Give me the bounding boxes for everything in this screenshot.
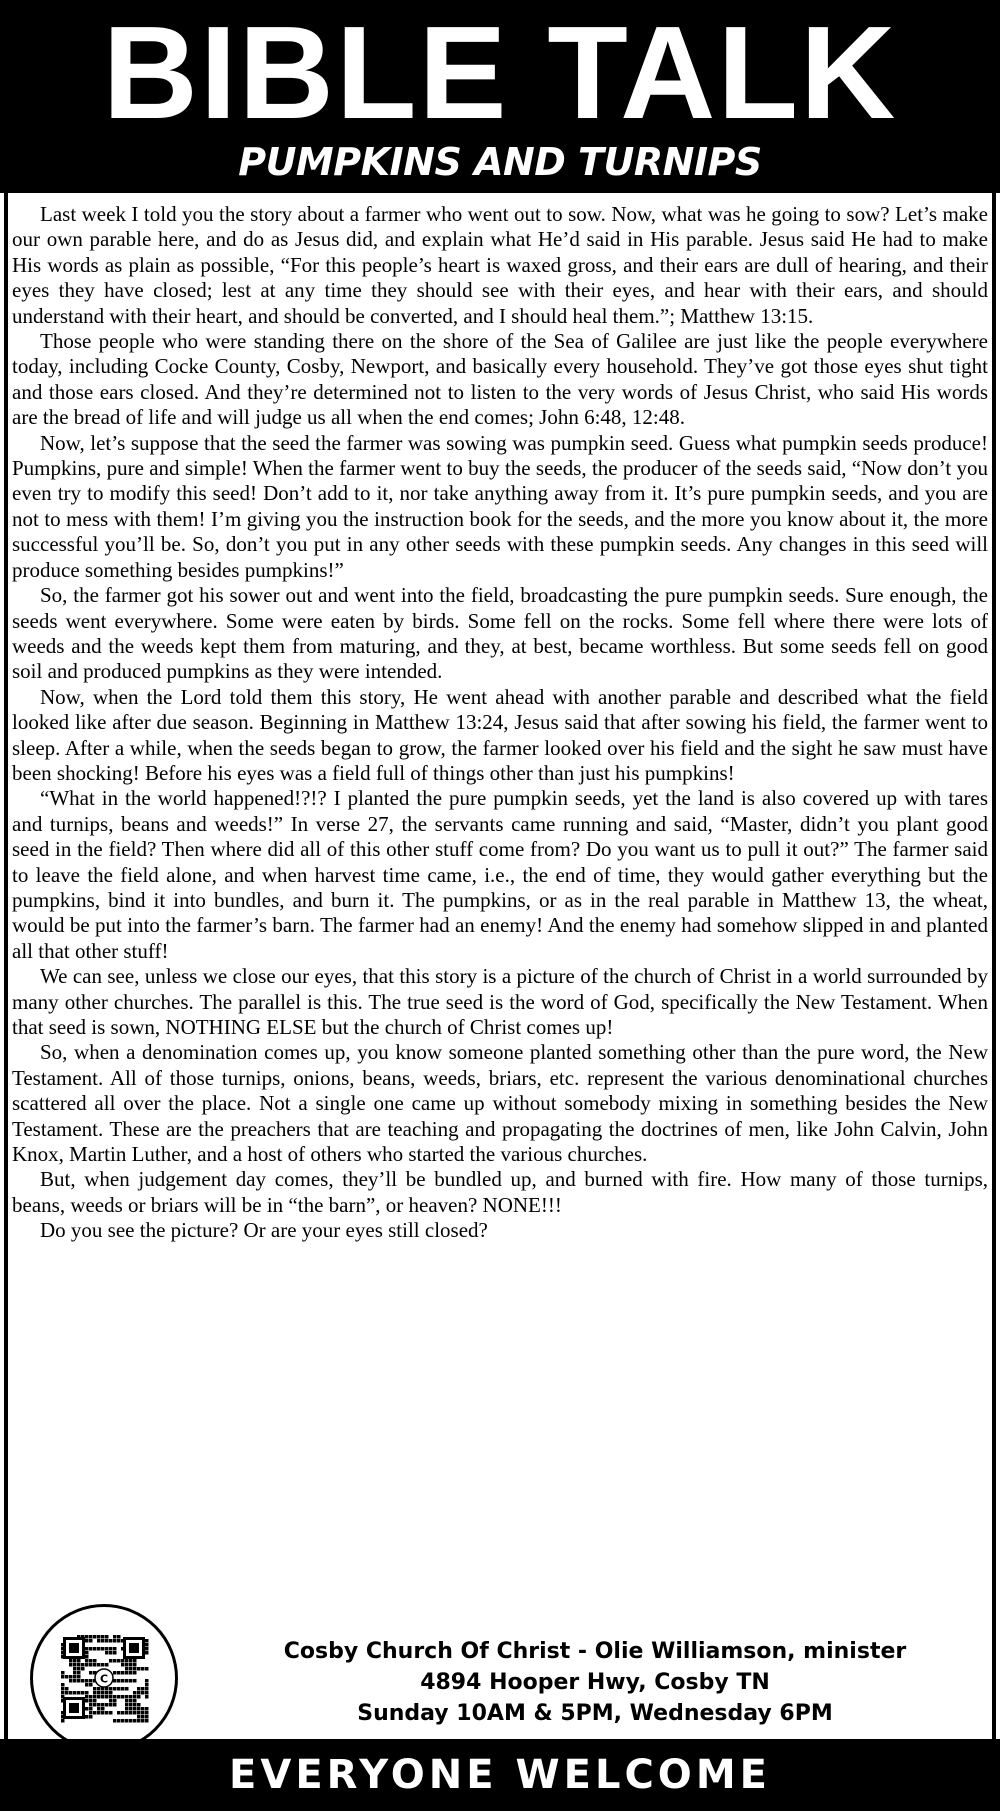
page-subtitle: PUMPKINS AND TURNIPS [238, 140, 762, 184]
qr-code[interactable] [30, 1604, 178, 1752]
contact-line-name: Cosby Church Of Christ - Olie Williamson, minister [283, 1639, 907, 1664]
article-paragraph: Do you see the picture? Or are your eyes still closed? [40, 1218, 488, 1243]
page-title: BIBLE TALK [102, 0, 898, 146]
footer-banner [0, 1739, 1000, 1811]
church-contact [240, 1636, 950, 1729]
qr-center-letter: C [99, 1672, 109, 1686]
contact-line-schedule: Sunday 10AM & 5PM, Wednesday 6PM [357, 1701, 833, 1726]
qr-code-icon [33, 1607, 175, 1749]
article-paragraph: Last week I told you the story about a farmer who went out to sow. Now, what was he going to sow? Let’s make our own parable here, and do as Jesus did, and explain what He’d said in His parable. Jesus said He had to make His words as plain as possible, “For this people’s heart is waxed gross, and their ears are dull of hearing, and their eyes they have closed; lest at any time they should see with their eyes, and hear with their ears, and should understand with their heart, and should be converted, and I should heal them.”; Matthew 13:15. [12, 202, 988, 328]
article-paragraph: So, when a denomination comes up, you know someone planted something other than the pure word, the New Testament. All of those turnips, onions, beans, weeds, briars, etc. represent the various denominational churches scattered all over the place. Not a single one came up without somebody mixing in something besides the New Testament. These are the preachers that are teaching and propagating the doctrines of men, like John Calvin, John Knox, Martin Luther, and a host of others who started the various churches. [12, 1040, 988, 1167]
article-paragraph: We can see, unless we close our eyes, that this story is a picture of the church of Christ in a world surrounded by many other churches. The parallel is this. The true seed is the word of God, specifically the New Testament. When that seed is sown, NOTHING ELSE but the church of Christ comes up! [12, 964, 988, 1039]
article-body [12, 202, 988, 1244]
header-banner [0, 0, 1000, 193]
article-paragraph: “What in the world happened!?!? I planted the pure pumpkin seeds, yet the land is also covered up with tares and turnips, beans and weeds!” In verse 27, the servants came running and said, “Master, didn’t you plant good seed in the field? Then where did all of this other stuff come from? Do you want us to pull it out?” The farmer said to leave the field alone, and when harvest time came, i.e., the end of time, they would gather everything but the pumpkins, bind it into bundles, and burn it. The pumpkins, or as in the real parable in Matthew 13, the wheat, would be put into the farmer’s barn. The farmer had an enemy! And the enemy had somehow slipped in and planted all that other stuff! [12, 786, 988, 963]
article-paragraph: But, when judgement day comes, they’ll be bundled up, and burned with fire. How many of those turnips, beans, weeds or briars will be in “the barn”, or heaven? NONE!!! [12, 1167, 988, 1217]
article-paragraph: So, the farmer got his sower out and went into the field, broadcasting the pure pumpkin seeds. Sure enough, the seeds went everywhere. Some were eaten by birds. Some fell on the rocks. Some fell where there were lots of weeds and the weeds kept them from maturing, and they, at best, became worthless. But some seeds fell on good soil and produced pumpkins as they were intended. [12, 583, 988, 684]
contact-line-address: 4894 Hooper Hwy, Cosby TN [420, 1670, 770, 1695]
article-paragraph: Those people who were standing there on the shore of the Sea of Galilee are just like the people everywhere today, including Cocke County, Cosby, Newport, and basically every household. They’ve got those eyes shut tight and those ears closed. And they’re determined not to listen to the very words of Jesus Christ, who said His words are the bread of life and will judge us all when the end comes; John 6:48, 12:48. [12, 329, 988, 430]
footer-text: EVERYONE WELCOME [229, 1752, 771, 1798]
article-paragraph: Now, when the Lord told them this story, He went ahead with another parable and described what the field looked like after due season. Beginning in Matthew 13:24, Jesus said that after sowing his field, the farmer went to sleep. After a while, when the seeds began to grow, the farmer looked over his field and the sight he saw must have been shocking! Before his eyes was a field full of things other than just his pumpkins! [12, 684, 988, 785]
article-paragraph: Now, let’s suppose that the seed the farmer was sowing was pumpkin seed. Guess what pumpkin seeds produce! Pumpkins, pure and simple! When the farmer went to buy the seeds, the producer of the seeds said, “Now don’t you even try to modify this seed! Don’t add to it, nor take anything away from it. It’s pure pumpkin seeds, and you are not to mess with them! I’m giving you the instruction book for the seeds, and the more you know about it, the more successful you’ll be. So, don’t you put in any other seeds with these pumpkin seeds. Any changes in this seed will produce something besides pumpkins!” [12, 430, 988, 582]
